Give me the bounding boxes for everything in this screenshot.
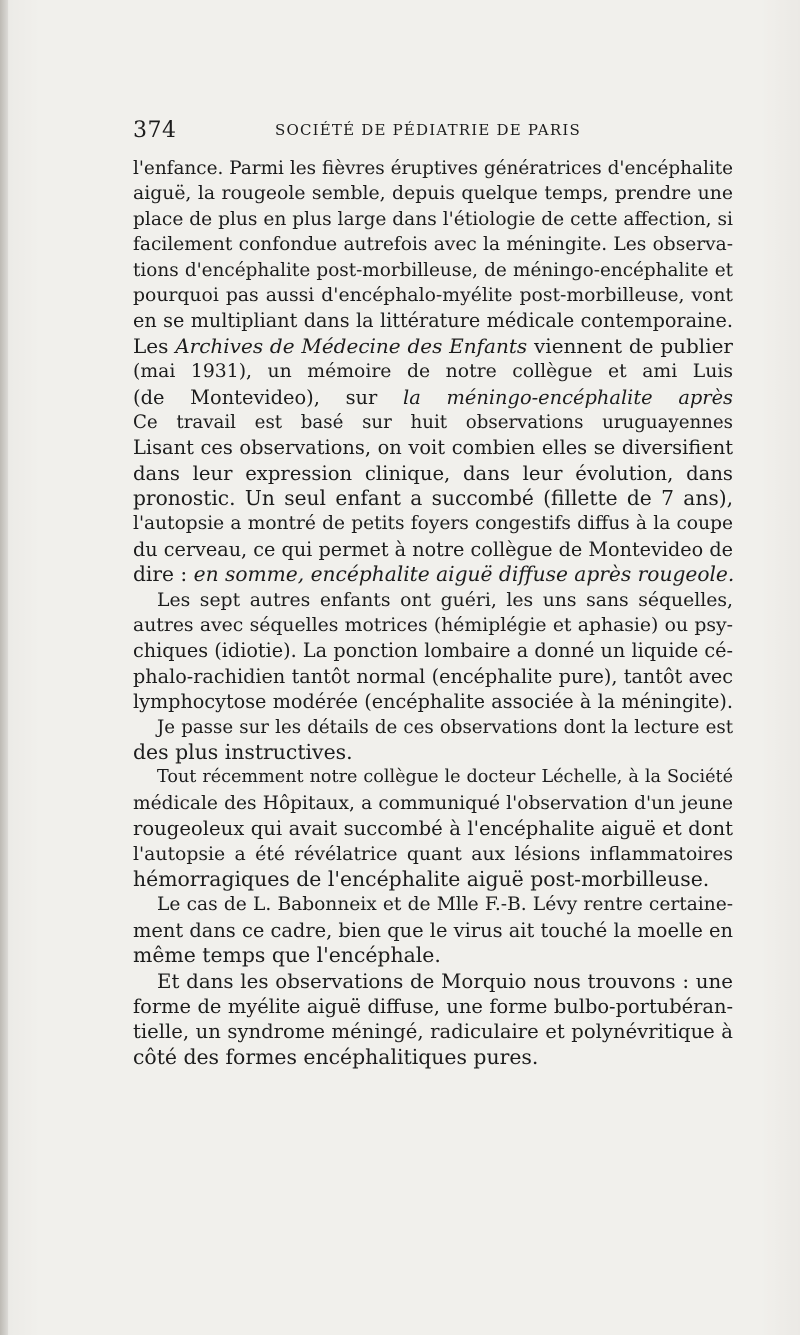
- text-segment: (de Montevideo), sur: [133, 385, 404, 409]
- text-segment: Le cas de L. Babonneix et de Mlle F.-B. Lévy rentre certaine-: [157, 894, 733, 916]
- italic-title: en somme, encéphalite aiguë diffuse après rougeole.: [193, 562, 735, 587]
- text-line: [133, 791, 733, 816]
- text-segment: place de plus en plus large dans l'étiologie de cette affection, si: [133, 208, 733, 230]
- text-line: [133, 664, 733, 689]
- text-line: [133, 689, 733, 714]
- text-segment: Et dans les observations de Morquio nous trouvons : une: [157, 969, 733, 993]
- text-line: [133, 562, 733, 587]
- text-segment: Je passe sur les détails de ces observations dont la lecture est: [157, 716, 733, 738]
- text-line: [133, 765, 733, 790]
- text-line: [133, 740, 733, 765]
- text-segment: tions d'encéphalite post-morbilleuse, de méningo-encéphalite et: [133, 259, 733, 281]
- text-line: [133, 715, 733, 740]
- text-segment: médicale des Hôpitaux, a communiqué l'observation d'un jeune: [133, 792, 733, 814]
- text-segment: dire :: [133, 562, 194, 587]
- text-line: [133, 410, 733, 435]
- text-segment: aiguë, la rougeole semble, depuis quelque temps, prendre une: [133, 183, 733, 205]
- text-line: [133, 156, 733, 181]
- text-segment: hémorragiques de l'encéphalite aiguë post-morbilleuse.: [133, 866, 710, 891]
- text-segment: Les: [133, 333, 176, 358]
- text-line: [133, 969, 733, 994]
- text-segment: tielle, un syndrome méningé, radiculaire et polynévritique à: [133, 1020, 733, 1044]
- text-line: [133, 181, 733, 206]
- text-line: [133, 537, 733, 562]
- text-line: [133, 638, 733, 663]
- text-segment: des plus instructives.: [133, 739, 353, 764]
- text-line: [133, 359, 733, 384]
- text-segment: autres avec séquelles motrices (hémiplégie et aphasie) ou psy-: [133, 615, 733, 637]
- text-segment: pronostic. Un seul enfant a succombé (fillette de 7 ans),: [133, 486, 733, 511]
- text-segment: Ce travail est basé sur huit observations uruguayennes: [133, 411, 733, 433]
- text-segment: viennent de publier: [527, 333, 733, 358]
- text-segment: l'autopsie a montré de petits foyers congestifs diffus à la coupe: [133, 513, 733, 535]
- text-segment: Lisant ces observations, on voit combien elles se diversifient: [133, 436, 733, 460]
- page-header: [133, 118, 733, 148]
- text-segment: lymphocytose modérée (encéphalite associée à la méningite).: [133, 690, 733, 714]
- text-segment: Les sept autres enfants ont guéri, les uns sans séquelles,: [157, 589, 733, 611]
- text-line: [133, 918, 733, 943]
- text-segment: dans leur expression clinique, dans leur évolution, dans: [133, 461, 733, 485]
- text-segment: chiques (idiotie). La ponction lombaire a donné un liquide cé-: [133, 639, 733, 663]
- text-line: [133, 842, 733, 867]
- text-line: [133, 1045, 733, 1070]
- text-line: [133, 588, 733, 613]
- text-line: [133, 867, 733, 892]
- italic-title: Archives de Médecine des Enfants: [175, 333, 528, 358]
- text-line: [133, 232, 733, 257]
- text-line: [133, 486, 733, 511]
- running-head: SOCIÉTÉ DE PÉDIATRIE DE PARIS: [275, 121, 581, 139]
- text-segment: même temps que l'encéphale.: [133, 943, 441, 968]
- text-segment: rougeoleux qui avait succombé à l'encéphalite aiguë et dont: [133, 817, 733, 841]
- text-line: [133, 258, 733, 283]
- text-segment: l'enfance. Parmi les fièvres éruptives génératrices d'encéphalite: [133, 158, 733, 179]
- text-line: [133, 435, 733, 460]
- text-segment: du cerveau, ce qui permet à notre collègue de Montevideo de: [133, 537, 733, 561]
- page-gutter: [0, 0, 8, 1335]
- body-text: [133, 156, 733, 1070]
- text-segment: forme de myélite aiguë diffuse, une forme bulbo-portubéran-: [133, 994, 733, 1018]
- text-line: [133, 613, 733, 638]
- italic-title: la méningo-encéphalite après: [403, 385, 733, 409]
- text-segment: l'autopsie a été révélatrice quant aux lésions inflammatoires: [133, 843, 733, 865]
- text-segment: facilement confondue autrefois avec la méningite. Les observa-: [133, 234, 733, 256]
- text-line: [133, 334, 733, 359]
- text-segment: (mai 1931), un mémoire de notre collègue et ami Luis: [133, 361, 733, 383]
- page-number: 374: [133, 118, 177, 143]
- text-line: [133, 511, 733, 536]
- text-segment: Tout récemment notre collègue le docteur Léchelle, à la Société: [157, 767, 733, 788]
- text-segment: phalo-rachidien tantôt normal (encéphalite pure), tantôt avec: [133, 664, 733, 688]
- text-segment: pourquoi pas aussi d'encéphalo-myélite post-morbilleuse, vont: [133, 284, 733, 306]
- text-line: [133, 207, 733, 232]
- text-line: [133, 308, 733, 333]
- text-line: [133, 994, 733, 1019]
- text-line: [133, 461, 733, 486]
- text-line: [133, 816, 733, 841]
- text-segment: ment dans ce cadre, bien que le virus ait touché la moelle en: [133, 918, 733, 942]
- text-line: [133, 385, 733, 410]
- text-line: [133, 283, 733, 308]
- text-line: [133, 892, 733, 917]
- text-line: [133, 1019, 733, 1044]
- text-segment: côté des formes encéphalitiques pures.: [133, 1044, 539, 1069]
- text-segment: en se multipliant dans la littérature médicale contemporaine.: [133, 309, 733, 333]
- text-line: [133, 943, 733, 968]
